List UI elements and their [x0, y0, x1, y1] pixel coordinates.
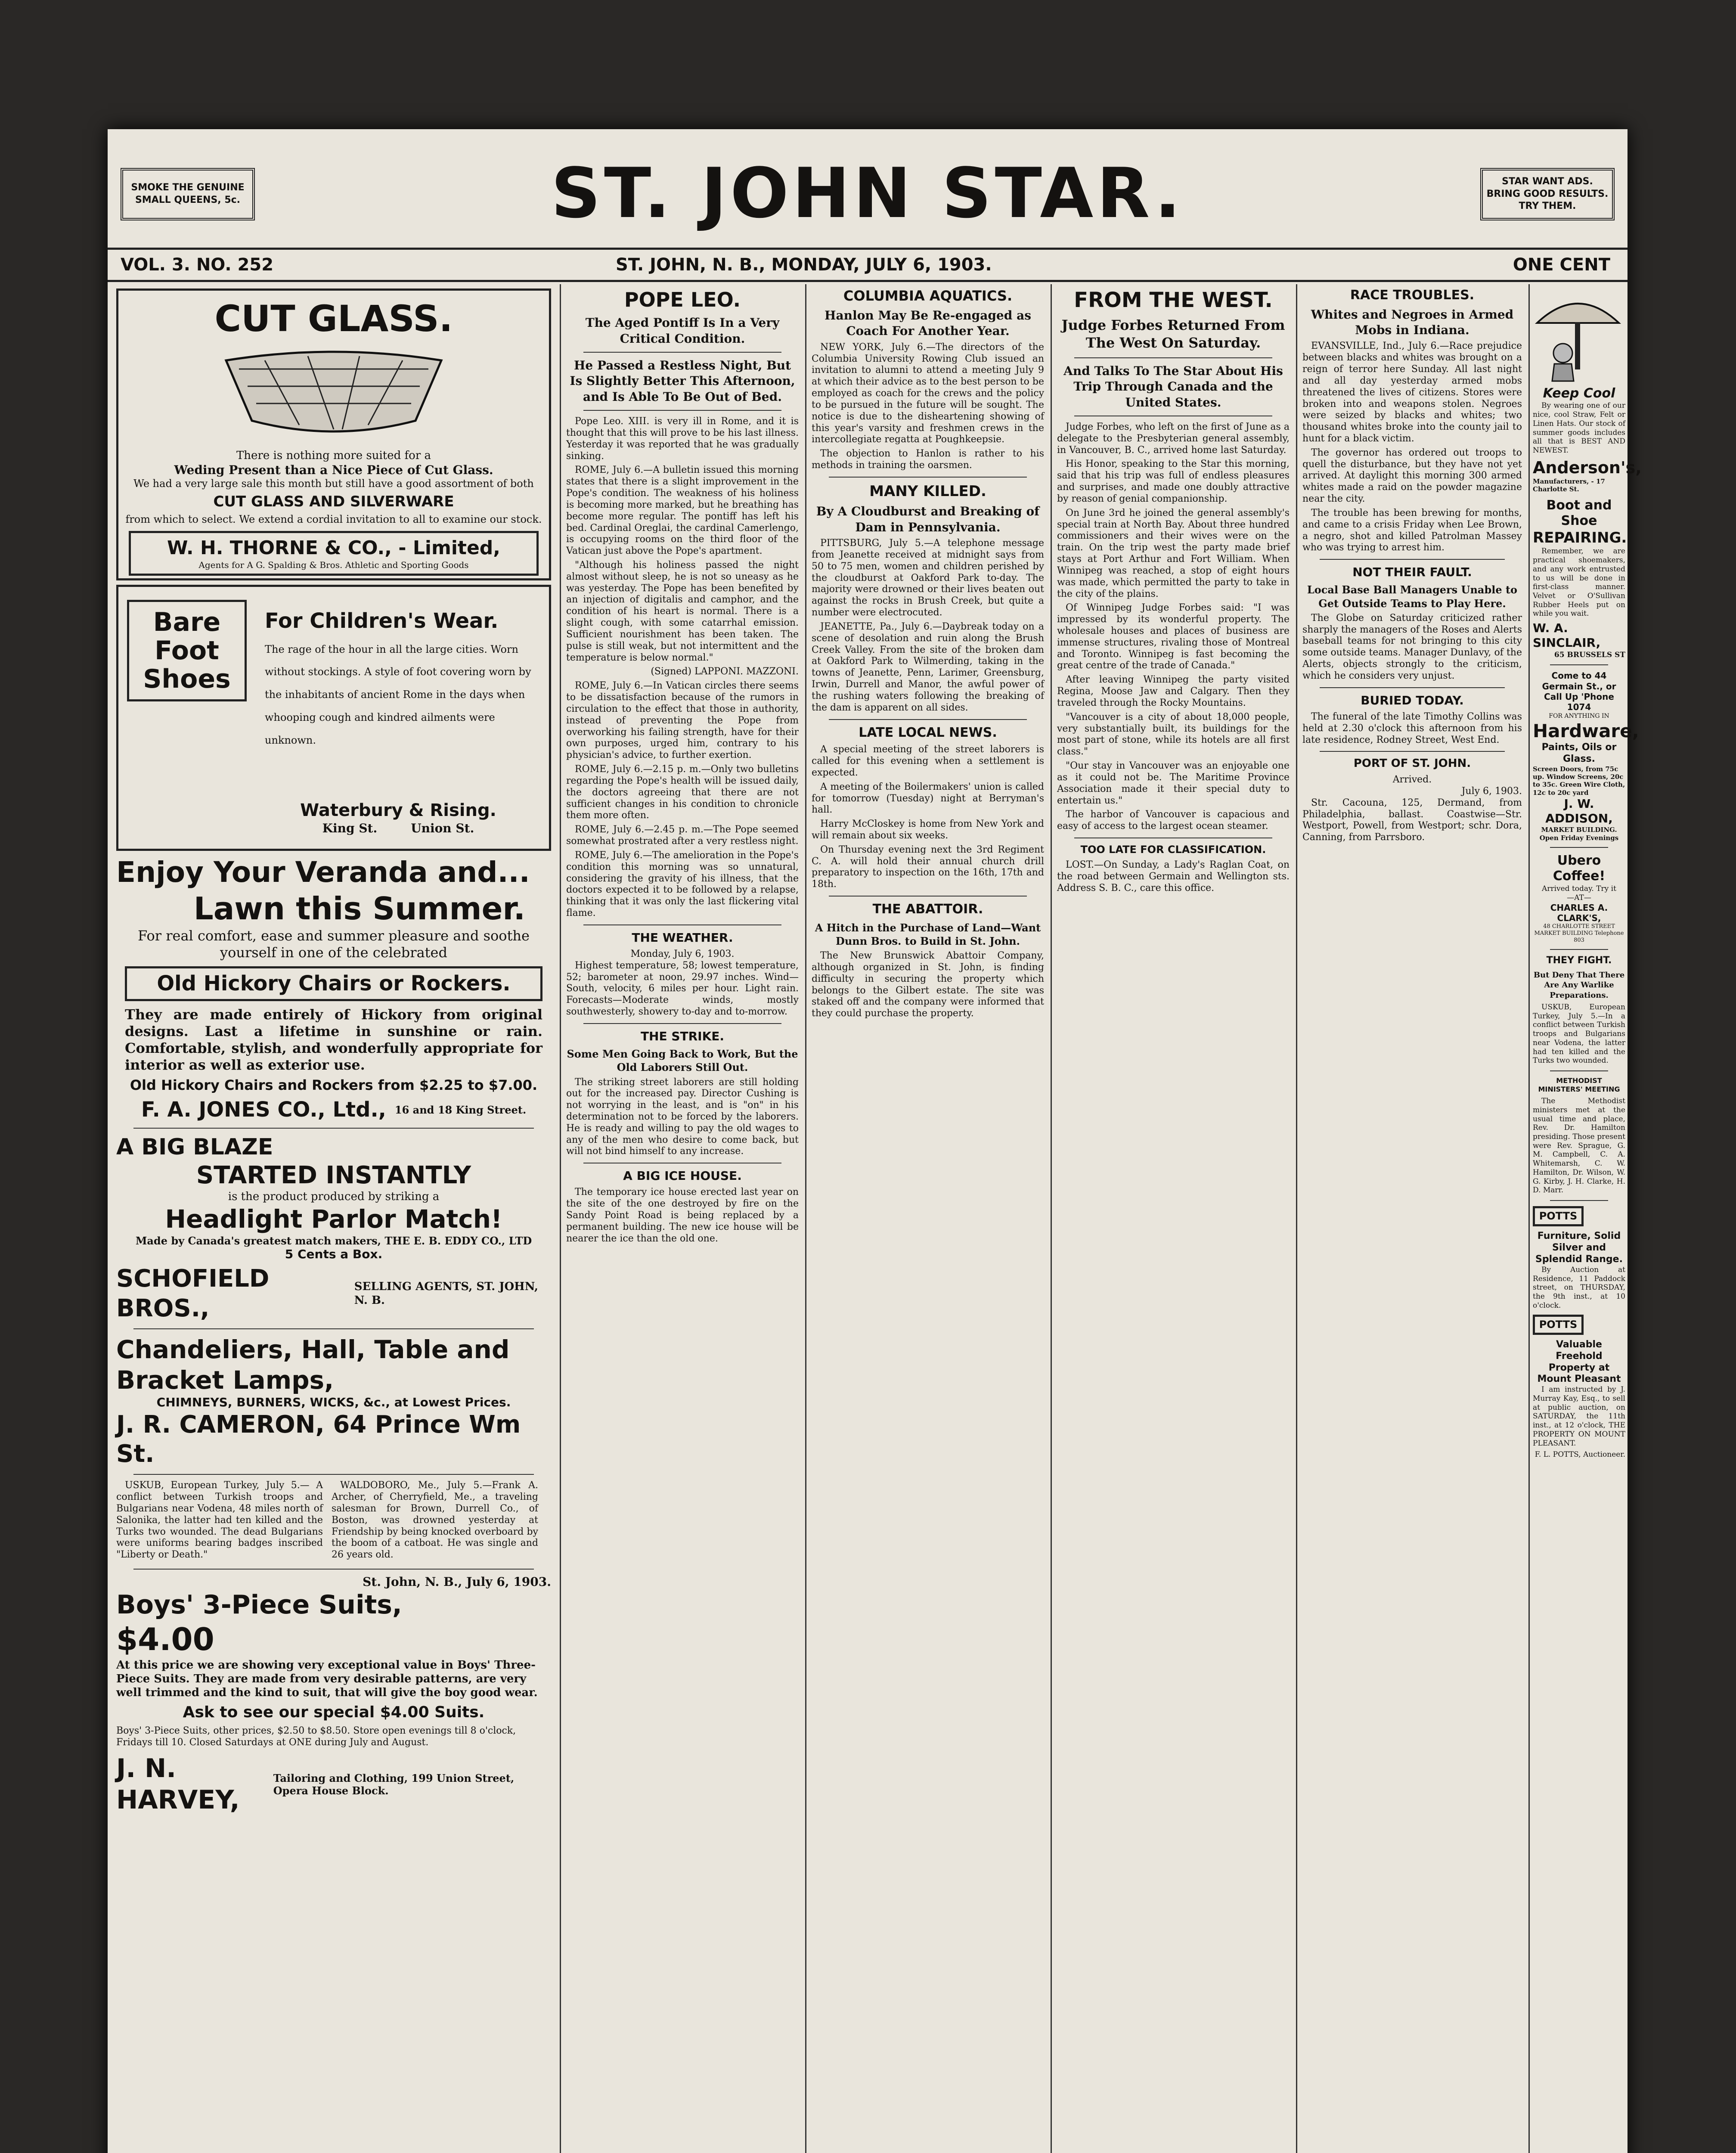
keepcool-title: Keep Cool: [1543, 385, 1615, 401]
auctioneer: F. L. POTTS, Auctioneer.: [1534, 1450, 1625, 1459]
anderson-name: Anderson's,: [1533, 458, 1642, 477]
barefoot-head: For Children's Wear.: [265, 609, 499, 633]
potts-logo: POTTS: [1533, 1206, 1584, 1226]
coffee-title: Ubero Coffee!: [1553, 853, 1606, 884]
ear-line: TRY THEM.: [1519, 201, 1576, 212]
potts-paragraph: By Auction at Residence, 11 Paddock street, on THURSDAY, the 9th inst., at 10 o'clock.: [1533, 1265, 1625, 1310]
weather-headline: THE WEATHER.: [632, 930, 733, 945]
fight-subhead: But Deny That There Are Any Warlike Preparations.: [1533, 970, 1625, 1000]
ear-line: SMALL QUEENS, 5c.: [135, 195, 241, 205]
fight-paragraph: USKUB, European Turkey, July 5.—In a conflict between Turkish troops and Bulgarians near Vodena, the latter had ten killed and the Turks two wounded.: [1533, 1002, 1625, 1065]
schofield-name: SCHOFIELD BROS.,: [116, 1265, 270, 1322]
column-ads-right: [1533, 284, 1642, 2153]
column-from-the-west: [1057, 284, 1290, 2153]
article-paragraph: "Vancouver is a city of about 18,000 people, very substantially built, its buildings for the most part of stone, while its hotels are all first class.": [1057, 711, 1290, 757]
addison-for: FOR ANYTHING IN: [1549, 712, 1609, 720]
column-pope-leo: [566, 284, 799, 2153]
addison-head: Come to 44 Germain St., or Call Up 'Phone 1074: [1542, 670, 1616, 713]
buried-paragraph: The funeral of the late Timothy Collins was held at 2.30 o'clock this afternoon from his late residence, Rodney Street, West End.: [1302, 711, 1522, 745]
port-paragraph: Str. Cacouna, 125, Dermand, from Philadelphia, ballast. Coastwise—Str. Westport, Powell, from Westport; schr. Dora, Canning, from Parrsboro.: [1302, 797, 1522, 843]
blaze-line: Made by Canada's greatest match makers, THE E. B. EDDY CO., LTD: [135, 1234, 532, 1247]
coffee-at: —AT—: [1567, 893, 1591, 902]
clark-name: CHARLES A. CLARK'S,: [1550, 902, 1608, 923]
article-subhead: Judge Forbes Returned From The West On Saturday.: [1061, 316, 1285, 351]
price: ONE CENT: [1513, 255, 1610, 275]
article-headline: COLUMBIA AQUATICS.: [843, 288, 1013, 304]
boys-title: Boys' 3-Piece Suits,: [116, 1590, 402, 1620]
weather-date: Monday, July 6, 1903.: [630, 949, 735, 959]
article-paragraph: EVANSVILLE, Ind., July 6.—Race prejudice between blacks and whites was brought on a reign of terror here Sunday. All last night and all day yesterday armed mobs threatened the lives of citizens. Stores were broken into and weapons stolen. Negroes were seized by blacks and whites; two thousand whites broke into the county jail to hunt for a black victim.: [1302, 341, 1522, 444]
column-race-troubles: [1302, 284, 1522, 2153]
article-paragraph: (Signed) LAPPONI. MAZZONI.: [651, 666, 799, 677]
waldoboro-item: WALDOBORO, Me., July 5.—Frank A. Archer, of Cherryfield, Me., a traveling salesman for Brown, Durrell Co., of Boston, was drowned yesterday at Friendship by being knocked overboard by the boom of a catboat. He was single and 26 years old.: [332, 1480, 538, 1560]
volume-number: VOL. 3. NO. 252: [121, 255, 274, 275]
keepcool-text: By wearing one of our nice, cool Straw, Felt or Linen Hats. Our stock of summer goods includes all that is BEST AND NEWEST.: [1533, 401, 1625, 455]
ear-line: BRING GOOD RESULTS.: [1486, 188, 1609, 199]
freehold-title: Valuable Freehold Property at Mount Pleasant: [1537, 1339, 1621, 1385]
strike-paragraph: The striking street laborers are still holding out for the increased pay. Director Cushing is not worrying in the least, and is "on" in his determination not to be forced by the laborers. He is ready and willing to pay the old wages to any of the men who desire to come back, but will not bind himself to any increase.: [566, 1076, 799, 1157]
article-paragraph: The trouble has been brewing for months, and came to a crisis Friday when Lee Brown, a negro, shot and killed Patrolman Massey who was trying to arrest him.: [1302, 507, 1522, 553]
article-paragraph: The harbor of Vancouver is capacious and easy of access to the largest ocean steamer.: [1057, 809, 1290, 832]
veranda-title: Enjoy Your Veranda and...: [116, 856, 530, 889]
boys-price: $4.00: [116, 1621, 214, 1658]
port-date: July 6, 1903.: [1461, 785, 1522, 797]
potts-logo: POTTS: [1533, 1315, 1584, 1335]
anderson-sub: Manufacturers, - 17 Charlotte St.: [1533, 478, 1605, 493]
barefoot-title: Bare Foot Shoes: [127, 600, 247, 701]
column-rule: [1528, 284, 1530, 2153]
newspaper-title: ST. JOHN STAR.: [551, 153, 1184, 233]
classified-paragraph: LOST.—On Sunday, a Lady's Raglan Coat, on the road between Germain and Wellington sts. Address S. B. C., care this office.: [1057, 859, 1290, 893]
article-paragraph: ROME, July 6.—In Vatican circles there seems to be dissatisfaction because of the rumors in circulation to the effect that those in authority, instead of preventing the Pope from overworking his failing strength, have for their own purposes, urged him, contrary to his physician's advice, to further exertion.: [566, 680, 799, 761]
column-rule: [1051, 284, 1052, 2153]
abattoir-subhead: A Hitch in the Purchase of Land—Want Dunn Bros. to Build in St. John.: [815, 921, 1041, 947]
icehouse-headline: A BIG ICE HOUSE.: [623, 1169, 742, 1183]
brief-news: [116, 1480, 551, 1564]
lamps-ad: [116, 1334, 551, 1469]
classified-headline: TOO LATE FOR CLASSIFICATION.: [1080, 844, 1266, 856]
local-paragraph: Harry McCloskey is home from New York and will remain about six weeks.: [812, 819, 1044, 841]
cutglass-ad: [116, 289, 551, 580]
dateline: [108, 248, 1628, 282]
harvey-date: St. John, N. B., July 6, 1903.: [363, 1575, 551, 1589]
veranda-ad: [116, 855, 551, 1123]
column-ads-left: [116, 284, 551, 2153]
harvey-name: J. N. HARVEY,: [116, 1753, 240, 1815]
article-subhead: He Passed a Restless Night, But Is Slightly Better This Afternoon, and Is Able To Be Out of Bed.: [570, 358, 795, 404]
cutglass-text: There is nothing more suited for a: [236, 449, 431, 462]
veranda-title: Lawn this Summer.: [193, 890, 525, 927]
article-paragraph: ROME, July 6.—A bulletin issued this morning states that there is a slight improvement in the Pope's condition. The weakness of his holiness is becoming more marked, but he breathing has become more regular. The pontiff has left his bed. Cardinal Oreglai, the cardinal Camerlengo, is occupying rooms on the third floor of the Vatican just above the Pope's apartment.: [566, 465, 799, 557]
hardware-list: Screen Doors, from 75c up. Window Screens, 20c to 35c. Green Wire Cloth, 12c to 20c yard: [1533, 765, 1625, 797]
article-headline: RACE TROUBLES.: [1350, 288, 1475, 303]
blaze-line: Headlight Parlor Match!: [165, 1204, 502, 1234]
cutglass-text: We had a very large sale this month but still have a good assortment of both: [133, 478, 534, 490]
hickory-title: Old Hickory Chairs or Rockers.: [125, 966, 542, 1001]
fault-subhead: Local Base Ball Managers Unable to Get Outside Teams to Play Here.: [1307, 583, 1518, 610]
article-headline: FROM THE WEST.: [1074, 288, 1273, 312]
methodist-paragraph: The Methodist ministers met at the usual time and place, Rev. Dr. Hamilton presiding. Those present were Rev. Sprague, G. M. Campbell, C. A. Whitemarsh, C. W. Hamilton, Dr. Wilson, W. G. Kirby, J. H. Clarke, H. D. Marr.: [1533, 1097, 1625, 1195]
boot-title2: REPAIRING.: [1533, 529, 1627, 546]
jones-name: F. A. JONES CO., Ltd.,: [141, 1098, 386, 1122]
masthead: [108, 129, 1628, 241]
article-subhead: Hanlon May Be Re-engaged as Coach For Another Year.: [825, 308, 1031, 338]
potts-furniture: Furniture, Solid Silver and Splendid Range.: [1535, 1231, 1623, 1265]
strike-headline: THE STRIKE.: [640, 1029, 725, 1043]
article-paragraph: His Honor, speaking to the Star this morning, said that his trip was full of endless pleasures and surprises, and made one doubly attractive by reason of genial companionship.: [1057, 459, 1290, 504]
boys-note: Boys' 3-Piece Suits, other prices, $2.50 to $8.50. Store open evenings till 8 o'clock, Fridays till 10. Closed Saturdays at ONE during July and August.: [116, 1725, 516, 1748]
weather-paragraph: Highest temperature, 58; lowest temperature, 52; barometer at noon, 29.97 inches. Wind—South, velocity, 6 miles per hour. Light rain. Forecasts—Moderate winds, mostly southwesterly, showery to-day and to-morrow.: [566, 960, 799, 1018]
article-paragraph: Of Winnipeg Judge Forbes said: "I was impressed by its wonderful property. The wholesale houses and places of business are immense structures, rivaling those of Montreal and Toronto. Winnipeg is fast becoming the great centre of the trade of Canada.": [1057, 602, 1290, 671]
column-rule: [805, 284, 806, 2153]
killed-subhead: By A Cloudburst and Breaking of Dam in Pennsylvania.: [816, 504, 1040, 534]
fault-paragraph: The Globe on Saturday criticized rather sharply the managers of the Roses and Alerts baseball teams for not bringing to this city some outside teams. Manager Dunlavy, of the Alerts, objects strongly to the criticism, which he considers very unjust.: [1302, 612, 1522, 681]
icehouse-paragraph: The temporary ice house erected last year on the site of the one destroyed by fire on the Sandy Point Road is being replaced by a permanent building. The new ice house will be nearer the ice than the old one.: [566, 1187, 799, 1244]
addison-sub: MARKET BUILDING. Open Friday Evenings: [1539, 826, 1619, 842]
sinclair-name: W. A. SINCLAIR,: [1533, 621, 1601, 650]
match-ad: [116, 1134, 551, 1323]
article-paragraph: Pope Leo. XIII. is very ill in Rome, and it is thought that this will prove to be his last illness. Yesterday it was reported that he was gradually sinking.: [566, 416, 799, 462]
cutglass-title: CUT GLASS.: [214, 298, 453, 340]
hardware-title: Hardware,: [1533, 720, 1639, 741]
jones-address: 16 and 18 King Street.: [394, 1103, 527, 1116]
barefoot-ad: [116, 585, 551, 851]
hardware-sub: Paints, Oils or Glass.: [1541, 742, 1617, 764]
ear-line: SMOKE THE GENUINE: [131, 182, 245, 193]
blaze-line: is the product produced by striking a: [228, 1190, 440, 1204]
abattoir-paragraph: The New Brunswick Abattoir Company, although organized in St. John, is finding difficulty in securing the property which belongs to the Gilbert estate. The site was staked off and the company were informed that they could purchase the property.: [812, 950, 1044, 1019]
article-subhead: The Aged Pontiff Is In a Very Critical Condition.: [585, 316, 780, 346]
boot-text: Remember, we are practical shoemakers, and any work entrusted to us will be done in first-class manner. Velvet or O'Sullivan Rubber Heels put on while you wait.: [1533, 547, 1625, 618]
addison-name: J. W. ADDISON,: [1545, 796, 1613, 826]
cutglass-text: Weding Present than a Nice Piece of Cut Glass.: [174, 463, 493, 478]
waterbury-address: King St. Union St.: [322, 821, 474, 835]
article-paragraph: After leaving Winnipeg the party visited Regina, Moose Jaw and Calgary. Then they traveled through the Rocky Mountains.: [1057, 674, 1290, 708]
clark-address: 48 CHARLOTTE STREET MARKET BUILDING Telephone 803: [1534, 923, 1624, 944]
column-rule: [1296, 284, 1297, 2153]
waterbury-name: Waterbury & Rising.: [300, 800, 496, 821]
hickory-price: Old Hickory Chairs and Rockers from $2.25 to $7.00.: [130, 1077, 538, 1094]
article-paragraph: ROME, July 6.—2.15 p. m.—Only two bulletins regarding the Pope's health will be issued daily, the doctors agreeing that there are not sufficient changes in his condition to chronicle them more often.: [566, 764, 799, 821]
cutglass-text: from which to select. We extend a cordial invitation to all to examine our stock.: [125, 513, 542, 526]
barefoot-text: The rage of the hour in all the large cities. Worn without stockings. A style of foot covering worn by the inhabitants of ancient Rome in the days when whooping cough and kindred ailments were unknown.: [265, 643, 531, 746]
cut-glass-bowl-icon: [213, 343, 454, 447]
article-paragraph: The objection to Hanlon is rather to his methods in training the oarsmen.: [812, 448, 1044, 471]
article-paragraph: "Although his holiness passed the night almost without sleep, he is not so uneasy as he was yesterday. The Pope has been benefited by an injection of digitalis and camphor, and the condition of his heart is normal. There is a slight cough, with some catarrhal emission. Sufficient nourishment has been taken. The pulse is still weak, but not intermittent and the temperature is below normal.": [566, 560, 799, 663]
article-paragraph: "Our stay in Vancouver was an enjoyable one as it could not be. The Maritime Province Association made it their special duty to entertain us.": [1057, 760, 1290, 806]
article-paragraph: On June 3rd he joined the general assembly's special train at North Bay. About three hundred commissioners and their wives were on the train. On the trip west the party made brief stays at Port Arthur and Fort William. When Winnipeg was reached, a stop of eight hours was made, which permitted the party to take in the city of the plains.: [1057, 507, 1290, 599]
local-paragraph: A meeting of the Boilermakers' union is called for tomorrow (Tuesday) night at Berryman's hall.: [812, 781, 1044, 816]
port-headline: PORT OF ST. JOHN.: [1353, 757, 1471, 770]
article-paragraph: Judge Forbes, who left on the first of June as a delegate to the Presbyterian general assembly, in Vancouver, B. C., arrived home last Saturday.: [1057, 421, 1290, 456]
local-paragraph: A special meeting of the street laborers is called for this evening when a settlement is expected.: [812, 744, 1044, 778]
chandeliers-title: Chandeliers, Hall, Table and Bracket Lamps,: [116, 1334, 510, 1395]
local-headline: LATE LOCAL NEWS.: [859, 725, 997, 740]
article-paragraph: ROME, July 6.—2.45 p. m.—The Pope seemed somewhat prostrated after a very restless night.: [566, 824, 799, 847]
cameron-name: J. R. CAMERON, 64 Prince Wm St.: [116, 1410, 521, 1468]
strike-subhead: Some Men Going Back to Work, But the Old Laborers Still Out.: [567, 1048, 798, 1074]
hickory-text: They are made entirely of Hickory from original designs. Last a lifetime in sunshine or rain. Comfortable, stylish, and wonderfully appropriate for interior as well as exterior use.: [125, 1006, 542, 1073]
blaze-line: STARTED INSTANTLY: [196, 1161, 471, 1190]
article-paragraph: NEW YORK, July 6.—The directors of the Columbia University Rowing Club issued an invitation to alumni to attend a meeting July 9 at which their advice as to the best person to be employed as coach for the crews and the policy to be pursued in the future will be sought. The notice is due to the disheartening showing of this year's varsity and freshmen crews in the intercollegiate regatta at Poughkeepsie.: [812, 341, 1044, 445]
methodist-headline: METHODIST MINISTERS' MEETING: [1538, 1076, 1620, 1093]
ear-line: STAR WANT ADS.: [1502, 176, 1593, 187]
blaze-line: A BIG BLAZE: [116, 1134, 273, 1160]
local-paragraph: On Thursday evening next the 3rd Regiment C. A. will hold their annual church drill preparatory to inspection on the 16th, 17th and 18th.: [812, 844, 1044, 890]
column-rule: [560, 284, 561, 2153]
buried-headline: BURIED TODAY.: [1361, 693, 1464, 707]
boot-title: Boot and Shoe: [1546, 497, 1612, 529]
port-subhead: Arrived.: [1392, 774, 1432, 785]
article-paragraph: PITTSBURG, July 5.—A telephone message from Jeanette received at midnight says from 50 to 75 men, women and children perished by the cloudburst at Oakford Park to-day. The majority were drowned or their lives beaten out against the rocks in Brush Creek, but quite a number were electrocuted.: [812, 538, 1044, 618]
killed-headline: MANY KILLED.: [869, 482, 986, 500]
veranda-text: For real comfort, ease and summer pleasure and soothe yourself in one of the celebrated: [138, 928, 530, 961]
cutglass-text: CUT GLASS AND SILVERWARE: [213, 493, 454, 510]
mushroom-umbrella-icon: [1533, 284, 1623, 383]
thorne-sub: Agents for A G. Spalding & Bros. Athletic and Sporting Goods: [198, 560, 469, 571]
article-subhead: Whites and Negroes in Armed Mobs in Indiana.: [1311, 307, 1514, 337]
abattoir-headline: THE ABATTOIR.: [872, 902, 983, 917]
fight-headline: THEY FIGHT.: [1546, 955, 1612, 966]
place-date: ST. JOHN, N. B., MONDAY, JULY 6, 1903.: [616, 255, 992, 275]
chimneys-line: CHIMNEYS, BURNERS, WICKS, &c., at Lowest Prices.: [156, 1395, 511, 1410]
article-subhead: And Talks To The Star About His Trip Through Canada and the United States.: [1063, 363, 1283, 410]
harvey-sub: Tailoring and Clothing, 199 Union Street, Opera House Block.: [273, 1771, 515, 1797]
sinclair-address: 65 BRUSSELS ST: [1554, 650, 1625, 659]
harvey-ad: [116, 1575, 551, 1816]
coffee-sub: Arrived today. Try it: [1542, 884, 1616, 893]
article-headline: POPE LEO.: [624, 288, 741, 311]
uskub-item: USKUB, European Turkey, July 5.— A conflict between Turkish troops and Bulgarians near Vodena, 48 miles north of Salonika, the latter had ten killed and the Turks two wounded. The dead Bulgarians were uniforms bearing badges inscribed "Liberty or Death.": [116, 1480, 323, 1560]
freehold-paragraph: I am instructed by J. Murray Kay, Esq., to sell at public auction, on SATURDAY, the 11th inst., at 12 o'clock, THE PROPERTY ON MOUNT PLEASANT.: [1533, 1385, 1625, 1448]
thorne-name: W. H. THORNE & CO., - Limited,: [167, 537, 501, 559]
boys-text: At this price we are showing very exceptional value in Boys' Three-Piece Suits. They are made from very desirable patterns, are very well trimmed and the kind to suit, that will give the boy good wear.: [116, 1659, 538, 1699]
article-paragraph: JEANETTE, Pa., July 6.—Daybreak today on a scene of desolation and ruin along the Brush Creek Valley. From the site of the broken dam at Oakford Park to Wilmerding, taking in the towns of Jeanette, Penn, Larimer, Greensburg, Irwin, Durrell and Manor, the awful power of the rushing waters following the breaking of the dam is apparent on all sides.: [812, 621, 1044, 713]
article-paragraph: ROME, July 6.—The amelioration in the Pope's condition this morning was so unnatural, considering the gravity of his illness, that the doctors expected it to be followed by a relapse, thinking that it was only the last flickering vital flame.: [566, 850, 799, 919]
fault-headline: NOT THEIR FAULT.: [1352, 565, 1472, 580]
blaze-line: 5 Cents a Box.: [285, 1247, 383, 1262]
newspaper-page: [108, 129, 1642, 2153]
article-paragraph: The governor has ordered out troops to quell the disturbance, but they have not yet arrived. At daylight this morning 300 armed whites made a raid on the powder magazine near the city.: [1302, 447, 1522, 505]
boys-ask: Ask to see our special $4.00 Suits.: [183, 1703, 485, 1722]
schofield-sub: SELLING AGENTS, ST. JOHN, N. B.: [354, 1280, 538, 1307]
masthead-right-ear: [1480, 168, 1615, 220]
column-columbia: [812, 284, 1044, 2153]
